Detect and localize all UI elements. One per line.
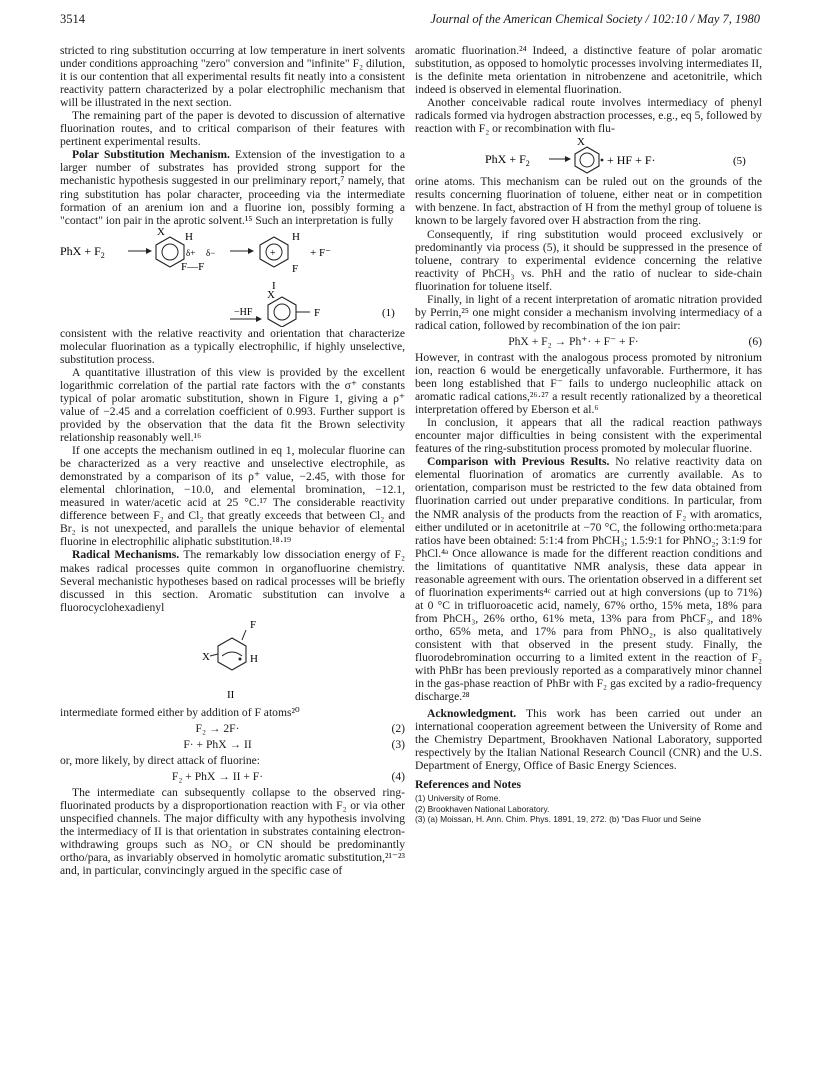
paragraph: consistent with the relative reactivity and orientation that characterize molecular fluorination as a typically electrophilic, if highly unselective, substitution process. [60, 326, 405, 366]
fluoride-ion: + F⁻ [310, 246, 331, 259]
paragraph: Finally, in light of a recent interpretation of aromatic nitration provided by Perrin,²⁵ one might consider a mechanism involving intermediacy of a radical cation, followed by recombination of the ion pair: [415, 292, 762, 332]
paragraph: orine atoms. This mechanism can be ruled out on the grounds of the results concerning fluorination of toluene, either neat or in competition with benzene. In fact, abstraction of H from the methyl group of toluene is known to be largely favored over H abstraction from the ring. [415, 175, 762, 228]
paragraph-text: Extension of the investigation to a larger number of substrates has provided strong support for the mechanistic hypothesis suggested in our preliminary report,⁷ namely, that ring substitution has polar character, proceeding via the intermediate formation of an arenium ion and a fluorine ion, possibly forming a "contact" ion pair in the aprotic solvent.¹⁵ Such an interpretation is fully [60, 148, 405, 227]
structure-ii [60, 614, 405, 706]
paragraph: aromatic fluorination.²⁴ Indeed, a distinctive feature of polar aromatic substitution, as opposed to homolytic processes involving intermediates II, is the definite meta orientation in nitrobenzene and acetonitrile, which indeed is observed in elemental fluorination. [415, 44, 762, 97]
paragraph: or, more likely, by direct attack of fluorine: [60, 753, 260, 767]
paragraph [60, 148, 405, 226]
cyclohexadienyl-ring [218, 638, 246, 670]
paragraph-text: The remarkably low dissociation energy of F₂ makes radical processes quite common in organofluorine chemistry. Several mechanistic hypotheses based on radical processes will be briefly discussed in this section. Aromatic substitution can involve a fluorocyclohexadienyl [60, 548, 405, 614]
paragraph: stricted to ring substitution occurring at low temperature in inert solvents under conditions approaching "zero" conversion and "infinite" F₂ dilution, it is our contention that all experimental results fit neatly into a consistent reactivity pattern characterized by a polar electrophilic mechanism that will be illustrated in the next section. [60, 44, 405, 110]
scheme-1-svg [60, 227, 405, 327]
equation-number: (5) [733, 155, 746, 168]
paragraph: intermediate formed either by addition of F atoms²⁰ [60, 705, 300, 719]
section-heading: Comparison with Previous Results. [427, 455, 610, 469]
equation-5-svg [415, 135, 762, 175]
arrow-head [565, 156, 571, 162]
h-label: H [292, 230, 300, 243]
equation-number: (3) [391, 737, 405, 751]
equation-number: (4) [391, 769, 405, 783]
product-ring [268, 297, 296, 327]
paragraph: If one accepts the mechanism outlined in eq 1, molecular fluorine can be characterized as a very reactive and unselective electrophile, as demonstrated by a comparison of its ρ⁺ value, −2.45, with those for elemental chlorination, −10.0, and elemental bromination, −12.1, measured in water/acetic acid at 25 °C.¹⁷ The considerable reactivity difference between F₂ and Cl₂ that greatly exceeds that between Cl₂ and Br₂ is not unexpected, and parallels the unique behavior of elemental fluorine in electrophilic aliphatic substitution.¹⁸·¹⁹ [60, 444, 405, 549]
paragraph-text: No relative reactivity data on elemental fluorination of aromatics are currently available. As to orientation, comparison must be restricted to the few data obtained from fluorination carried out under preparative conditions. In particular, from the NMR analysis of the products from the reaction of F₂ with aromatics, either undiluted or in acetonitrile at −70 °C, the following ortho:meta:para ratios have been obtained: 5:1:4 from PhCH₃; 1.5:9:1 for PhNO₂; 3:1:9 for PhCl.⁴ᵃ Once allowance is made for the different reaction conditions and the limitations of quantitative NMR analysis, these data appear in reasonable agreement with ours. The orientation observed in a different set of fluorination experiments⁴ᶜ carried out at high conversions (up to 71%) at 0 °C in trifluoroacetic acid, namely, 67% ortho, 15% meta, 18% para from PhCH₃, 26% ortho, 61% meta, 13% para from PhCF₃, and 18% ortho, 65% meta, and 17% para from PhNO₂, is also qualitatively consistent with that observed in the present study. Finally, the fluorodebromination occurring to a limited extent in the reaction of F₂ with PhBr has been previously reported as a comparatively minor channel in the gas-phase reaction of PhBr with F₂ gas excited by a radio-frequency discharge.²⁸ [415, 455, 762, 704]
structure-ii-svg [60, 614, 405, 706]
paragraph: Consequently, if ring substitution would proceed exclusively or predominantly via process (5), it should be suppressed in the presence of toluene, contrary to experimental evidence concerning the relative reactivity of PhCH₃ vs. PhH and the ratio of nuclear to side-chain fluorination for toluene itself. [415, 227, 762, 293]
paragraph [415, 455, 762, 703]
arrow-head [248, 248, 254, 254]
scheme-lhs: PhX + $F_2$ [60, 243, 105, 260]
h-label: H [250, 652, 258, 665]
page-number: 3514 [60, 12, 85, 26]
paragraph: The intermediate can subsequently collapse to the observed ring-fluorinated products by a disproportionation reaction with F₂ or via other unspecified channels. The major difficulty with any hypothesis involving the intermediacy of II is that orientation in substrates containing electron-withdrawing groups such as NO₂ or CN should be predominantly ortho/para, as invariably observed in homolytic aromatic substitution,²¹⁻²³ and, in particular, convincingly argued in the specific case of [60, 785, 405, 878]
right-column [415, 44, 762, 824]
equation-text: F· + PhX → II [183, 737, 252, 751]
references-list [415, 793, 762, 824]
delocalization-arc [222, 652, 242, 656]
f-label: F [314, 306, 321, 319]
equation-text: F₂ → 2F· [195, 721, 240, 735]
delta-minus: δ− [206, 247, 216, 258]
aromatic-circle [580, 153, 594, 167]
arrow-head [256, 316, 262, 322]
intermediate-label: II [227, 688, 235, 701]
section-heading: Polar Substitution Mechanism. [72, 148, 230, 162]
reference-item: (3) (a) Moissan, H. Ann. Chim. Phys. 1891, 19, 272. (b) "Das Fluor und Seine [415, 813, 701, 824]
paragraph: The remaining part of the paper is devoted to discussion of alternative fluorination routes, and to critical comparison of their features with pertinent experimental results. [60, 109, 405, 149]
references-heading: References and Notes [415, 778, 522, 792]
h-label: H [185, 230, 193, 243]
section-heading: Radical Mechanisms. [72, 548, 180, 562]
equation-5 [415, 135, 762, 175]
eq5-lhs: PhX + $F_2$ [485, 152, 530, 169]
f-f-bond: F—F [181, 260, 205, 273]
aromatic-circle [162, 244, 178, 260]
paragraph [60, 548, 405, 613]
minus-hf: −HF [234, 306, 253, 318]
equation-text: PhX + F₂ → Ph⁺· + F⁻ + F· [508, 334, 639, 348]
reaction-scheme-1 [60, 227, 405, 327]
plus-sign: + [270, 247, 276, 259]
f-label: F [292, 262, 299, 275]
journal-citation: Journal of the American Chemical Society / 102:10 / May 7, 1980 [430, 12, 760, 26]
reference-item: (2) Brookhaven National Laboratory. [415, 803, 550, 814]
equation-2 [60, 722, 405, 735]
paragraph: Another conceivable radical route involves intermediacy of phenyl radicals formed via hydrogen abstraction processes, e.g., eq 5, followed by reaction with F₂ or recombination with flu- [415, 96, 762, 136]
equation-number: (2) [391, 721, 405, 735]
equation-number: (6) [748, 334, 762, 348]
aromatic-circle [274, 304, 290, 320]
eq5-rhs: + HF + F· [607, 153, 656, 168]
x-label: X [202, 650, 210, 663]
left-column [60, 44, 405, 877]
radical-dot [239, 657, 242, 660]
equation-4 [60, 770, 405, 783]
radical-dot [601, 159, 604, 162]
x-label: X [157, 226, 165, 238]
benzene-ring [156, 237, 184, 267]
paragraph: However, in contrast with the analogous process promoted by nitronium ion, reaction 6 would be energetically unfavorable. Furthermore, it has been long established that F⁻ fails to undergo nucleophilic attack on aromatic radical cations,²⁶·²⁷ a result recently rationalized by a theoretical interpretation offered by Eberson et al.⁶ [415, 350, 762, 417]
x-label: X [577, 136, 585, 149]
c-x-bond [210, 654, 218, 656]
paragraph: A quantitative illustration of this view is provided by the excellent logarithmic correlation of the partial rate factors with the σ⁺ constants typical of polar aromatic substitution, shown in Figure 1, giving a ρ⁺ value of −2.45 and a correlation coefficient of 0.993. Further support is provided by the observation that the data fit the Brown selectivity relationship reasonably well.¹⁶ [60, 365, 405, 445]
delta-plus: δ+ [186, 247, 196, 258]
equation-number: (1) [382, 306, 395, 319]
f-label: F [250, 618, 257, 631]
equation-text: F₂ + PhX → II + F· [171, 769, 264, 783]
x-label: X [267, 288, 275, 301]
running-header [60, 12, 760, 32]
paragraph: In conclusion, it appears that all the radical reaction pathways encounter major difficulties in being consistent with the experimental features of the ring-substitution process promoted by molecular fluorine. [415, 416, 762, 456]
equation-3 [60, 738, 405, 751]
reference-item: (1) University of Rome. [415, 793, 501, 804]
paragraph [415, 707, 762, 772]
c-f-bond [242, 630, 246, 640]
intermediate-label: I [272, 279, 276, 292]
paragraph-text: This work has been carried out under an international cooperation agreement between the University of Rome and the Chemistry Department, Brookhaven National Laboratory, supported respectively by the Italian National Research Council (CNR) and the U.S. Department of Energy, Office of Basic Energy Sciences. [415, 707, 762, 773]
section-heading: Acknowledgment. [427, 707, 517, 721]
equation-6 [415, 335, 762, 348]
phenyl-ring [575, 147, 599, 173]
arrow-head [146, 248, 152, 254]
